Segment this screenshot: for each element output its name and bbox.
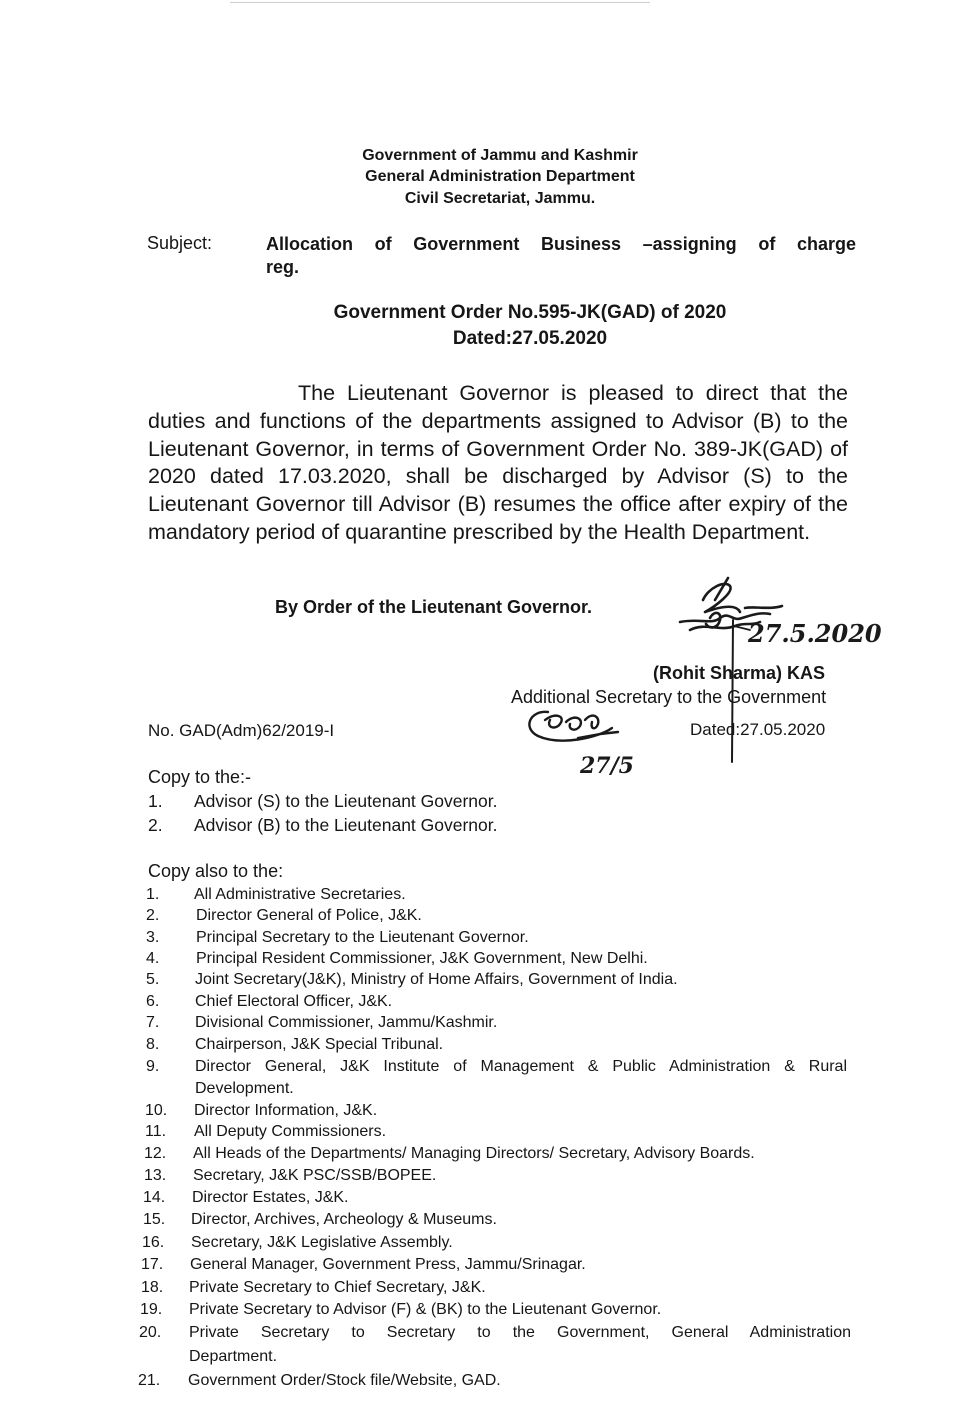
order-number: Government Order No.595-JK(GAD) of 2020 [333,302,727,323]
copy-also-heading: Copy also to the: [148,861,284,881]
list-item-text: Director Information, J&K. [194,1102,378,1119]
list-item-number: 13. [144,1167,167,1184]
list-item-number: 19. [140,1301,163,1318]
subject-text: Allocation of Government Business –assigning of charge [266,234,856,254]
header-secretariat: Civil Secretariat, Jammu. [404,190,596,207]
list-item-number: 18. [141,1279,164,1296]
list-item-number: 6. [146,993,160,1010]
list-item-text: Joint Secretary(J&K), Ministry of Home Affairs, Government of India. [195,971,678,988]
list-item-text: Advisor (B) to the Lieutenant Governor. [194,815,498,835]
list-item-text: All Administrative Secretaries. [194,886,406,903]
list-item-number: 10. [145,1102,168,1119]
order-date: Dated:27.05.2020 [452,328,608,349]
list-item-text: Private Secretary to Chief Secretary, J&K. [189,1279,486,1296]
copy-to-heading: Copy to the:- [148,767,252,787]
signatory-name: (Rohit Sharma) KAS [653,663,826,683]
list-item-number: 2. [146,907,160,924]
header-government: Government of Jammu and Kashmir [362,147,638,164]
handwritten-date: 27.5.2020 [748,619,882,648]
list-item-number: 8. [146,1036,160,1053]
list-item-text: All Deputy Commissioners. [194,1123,387,1140]
list-item-text: Advisor (S) to the Lieutenant Governor. [194,791,498,811]
subject-label: Subject: [147,233,213,253]
header-department: General Administration Department [365,168,635,185]
list-item-number: 21. [138,1372,161,1389]
list-item-number: 3. [146,929,160,946]
signatory-designation: Additional Secretary to the Government [511,687,827,707]
list-item-number: 5. [146,971,160,988]
list-item-text: Director, Archives, Archeology & Museums. [191,1211,497,1228]
order-body-text: The Lieutenant Governor is pleased to direct that the duties and functions of the departments assigned to Advisor (B) to the Lieutenant Governor, in terms of Government Order No. 389-JK(GAD) of 2020 dated 17.03.2020, shall be discharged by Advisor (S) to the Lieutenant Governor till Advisor (B) resumes the office after expiry of the mandatory period of quarantine prescribed by the Health Department. [148,381,848,544]
list-item-text: Director General, J&K Institute of Management & Public Administration & Rural [195,1058,847,1075]
list-item-number: 11. [145,1123,167,1140]
list-item-text: Chairperson, J&K Special Tribunal. [195,1036,444,1053]
list-item-number: 1. [148,791,163,811]
list-item-text: Principal Secretary to the Lieutenant Governor. [196,929,529,946]
list-item-text: Secretary, J&K PSC/SSB/BOPEE. [193,1167,437,1184]
list-item-text: Director General of Police, J&K. [196,907,422,924]
list-item-continuation: Development. [195,1080,294,1097]
list-item-number: 4. [146,950,160,967]
list-item-text: Divisional Commissioner, Jammu/Kashmir. [195,1014,498,1031]
list-item-number: 9. [146,1058,160,1075]
handwritten-initials-date: 27/5 [580,753,634,779]
list-item-text: Government Order/Stock file/Website, GAD. [188,1372,501,1389]
reference-number: No. GAD(Adm)62/2019-I [148,721,335,740]
list-item-continuation: Department. [189,1348,278,1365]
list-item-text: Director Estates, J&K. [192,1189,349,1206]
list-item-number: 15. [143,1211,166,1228]
list-item-text: Principal Resident Commissioner, J&K Government, New Delhi. [196,950,648,967]
list-item-number: 12. [144,1145,167,1162]
list-item-number: 2. [148,815,163,835]
list-item-number: 14. [143,1189,166,1206]
list-item-number: 1. [146,886,160,903]
list-item-number: 16. [142,1234,165,1251]
reference-date: Dated:27.05.2020 [690,720,826,739]
list-item-text: Private Secretary to Advisor (F) & (BK) to the Lieutenant Governor. [189,1301,662,1318]
list-item-number: 20. [139,1324,162,1341]
list-item-text: Chief Electoral Officer, J&K. [195,993,393,1010]
list-item-text: General Manager, Government Press, Jammu/Srinagar. [190,1256,586,1273]
list-item-text: Private Secretary to Secretary to the Government, General Administration [189,1324,851,1341]
list-item-number: 17. [141,1256,164,1273]
list-item-number: 7. [146,1014,160,1031]
by-order-line: By Order of the Lieutenant Governor. [275,597,593,617]
list-item-text: Secretary, J&K Legislative Assembly. [191,1234,453,1251]
subject-text-continued: reg. [266,257,300,277]
list-item-text: All Heads of the Departments/ Managing Directors/ Secretary, Advisory Boards. [193,1145,755,1162]
